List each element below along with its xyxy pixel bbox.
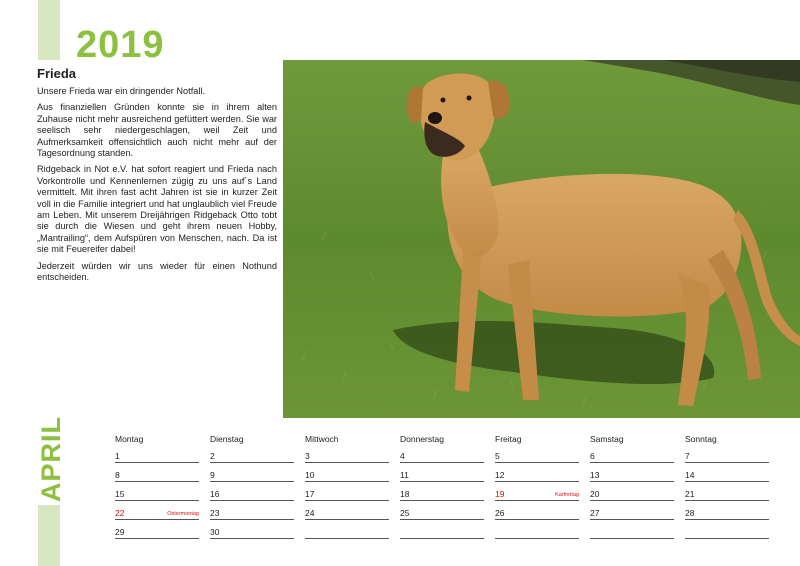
day-number: 15 [115, 489, 125, 499]
day-number: 27 [590, 508, 600, 518]
day-number: 3 [305, 451, 310, 461]
calendar-day [685, 470, 769, 482]
calendar-day [495, 451, 579, 463]
calendar-day [685, 451, 769, 463]
calendar-day [210, 508, 294, 520]
day-number: 30 [210, 527, 220, 537]
day-number: 16 [210, 489, 220, 499]
day-number: 17 [305, 489, 315, 499]
story-paragraph: Aus finanziellen Gründen konnte sie in ihrem alten Zuhause nicht mehr ausreichend gefüttert werden. Sie war seelisch sehr niedergeschlagen, weil Zeit und Aufmerksamkeit offensichtlich auch nicht mehr auf der Tagesordnung standen. [37, 102, 277, 159]
story-paragraph: Unsere Frieda war ein dringender Notfall. [37, 86, 206, 96]
calendar-day [495, 508, 579, 520]
day-number: 19 [495, 489, 505, 499]
accent-bar-top [38, 0, 60, 60]
weekday-header: Sonntag [685, 434, 717, 444]
day-number: 6 [590, 451, 595, 461]
calendar-day [590, 451, 674, 463]
day-number: 9 [210, 470, 215, 480]
day-number: 23 [210, 508, 220, 518]
calendar-day [115, 489, 199, 501]
calendar-day [590, 489, 674, 501]
calendar-day [305, 508, 389, 520]
calendar-day [400, 508, 484, 520]
day-number: 26 [495, 508, 505, 518]
weekday-header: Mittwoch [305, 434, 339, 444]
day-number: 12 [495, 470, 505, 480]
dog-photo [283, 60, 800, 418]
calendar-day [400, 451, 484, 463]
day-number: 18 [400, 489, 410, 499]
calendar-day [115, 451, 199, 463]
holiday-label: Ostermontag [167, 511, 199, 517]
day-number: 1 [115, 451, 120, 461]
weekday-header: Freitag [495, 434, 522, 444]
holiday-label: Karfreitag [555, 492, 579, 498]
weekday-header: Dienstag [210, 434, 244, 444]
day-number: 14 [685, 470, 695, 480]
day-number: 7 [685, 451, 690, 461]
calendar-day [590, 470, 674, 482]
day-number: 5 [495, 451, 500, 461]
day-number: 8 [115, 470, 120, 480]
calendar-day [400, 470, 484, 482]
calendar-day [400, 527, 484, 539]
calendar-day [115, 527, 199, 539]
calendar-day [305, 470, 389, 482]
calendar-day [305, 489, 389, 501]
calendar-day [115, 508, 199, 520]
day-number: 24 [305, 508, 315, 518]
calendar-day [305, 527, 389, 539]
weekday-header: Donnerstag [400, 434, 444, 444]
accent-bar-bottom [38, 505, 60, 566]
month-label [36, 416, 66, 502]
day-number: 2 [210, 451, 215, 461]
calendar-day [400, 489, 484, 501]
calendar-day [590, 508, 674, 520]
calendar-day [305, 451, 389, 463]
calendar-day [495, 489, 579, 501]
dog-name: Frieda [37, 66, 77, 81]
day-number: 20 [590, 489, 600, 499]
calendar-day [495, 527, 579, 539]
day-number: 4 [400, 451, 405, 461]
weekday-header: Montag [115, 434, 144, 444]
day-number: 10 [305, 470, 315, 480]
calendar-day [685, 489, 769, 501]
calendar-day [685, 508, 769, 520]
day-number: 25 [400, 508, 410, 518]
month-name: APRIL [36, 416, 66, 502]
story-paragraph: Ridgeback in Not e.V. hat sofort reagiert und Frieda nach Vorkontrolle und Kennenlernen zügig zu uns auf´s Land vermittelt. Mit ihren fast acht Jahren ist sie in kurzer Zeit voll in die Familie integriert und hat unglaublich viel Freude am Leben. Mit unserem Dreijährigen Ridgeback Otto tobt sie durch die Wiesen und geht ihrem neuen Hobby, „Mantrailing“, dem Aufspüren von Menschen, nach. Da ist sie mit Feuereifer dabei! [37, 164, 277, 255]
calendar-day [210, 451, 294, 463]
calendar-day [210, 470, 294, 482]
day-number: 11 [400, 470, 409, 480]
calendar-day [590, 527, 674, 539]
day-number: 28 [685, 508, 695, 518]
calendar-day [210, 527, 294, 539]
story-text [37, 66, 277, 289]
dog-photo-illustration [283, 60, 800, 418]
calendar-day [495, 470, 579, 482]
calendar-day [685, 527, 769, 539]
day-number: 21 [685, 489, 695, 499]
calendar-day [210, 489, 294, 501]
day-number: 29 [115, 527, 125, 537]
calendar-day [115, 470, 199, 482]
weekday-header: Samstag [590, 434, 624, 444]
year-title: 2019 [76, 24, 165, 66]
story-paragraph: Jederzeit würden wir uns wieder für einen Nothund entscheiden. [37, 260, 277, 283]
day-number: 13 [590, 470, 600, 480]
day-number: 22 [115, 508, 125, 518]
